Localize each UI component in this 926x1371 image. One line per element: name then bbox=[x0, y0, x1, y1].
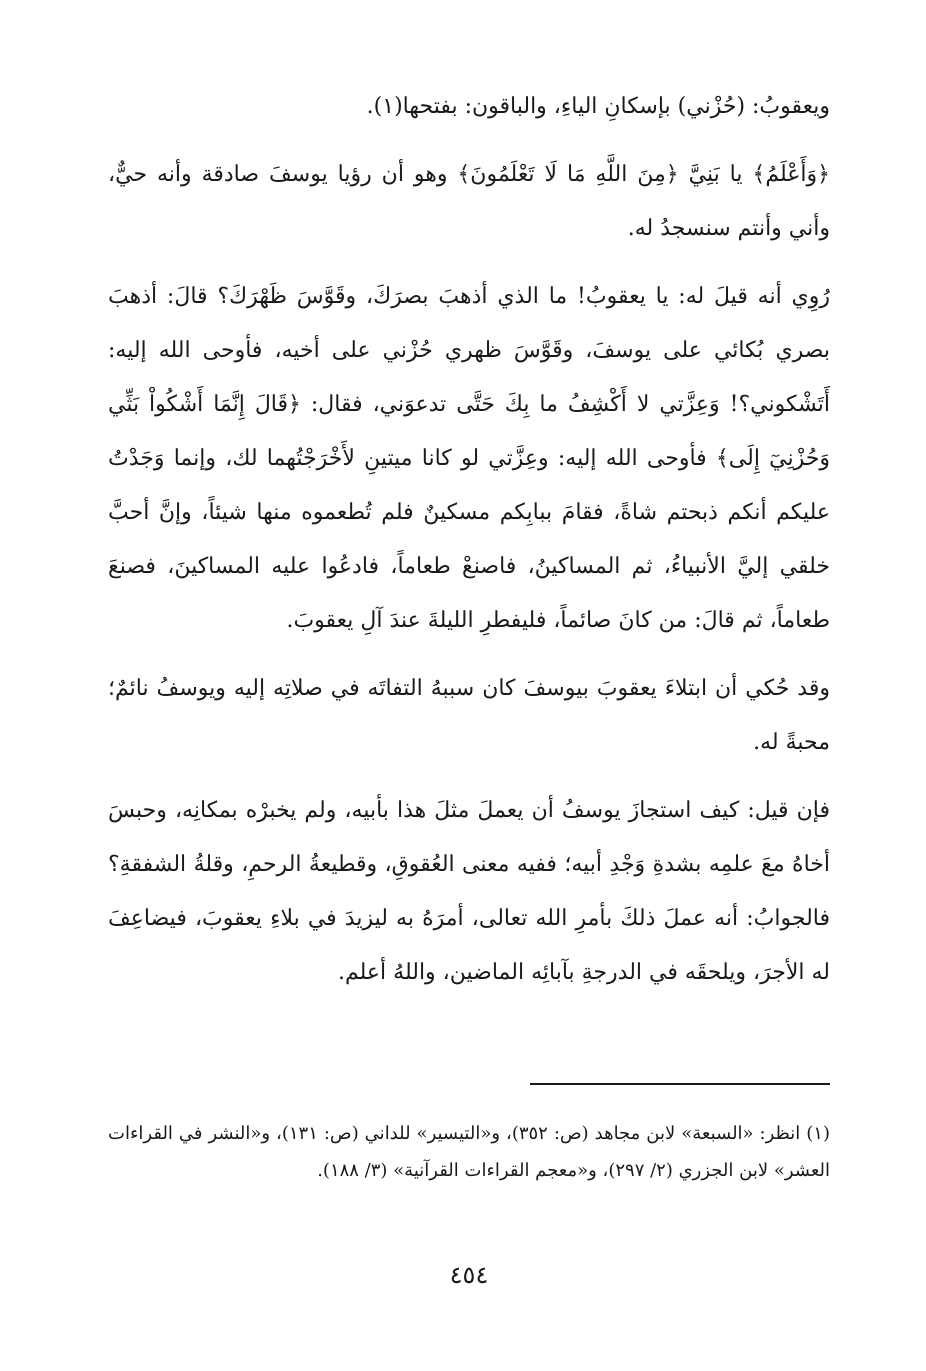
page-number: ٤٥٤ bbox=[449, 1261, 489, 1289]
paragraph-4: وقد حُكي أن ابتلاءَ يعقوبَ بيوسفَ كان سببهُ التفاتَه في صلاتِه إليه ويوسفُ نائمٌ؛ محبةً له. bbox=[108, 676, 830, 755]
paragraph-2: ﴿وَأَعْلَمُ﴾ يا بَنِيَّ ﴿مِنَ اللَّهِ مَا لَا تَعْلَمُونَ﴾ وهو أن رؤيا يوسفَ صادقة وأنه حيٌّ، وأني وأنتم سنسجدُ له. bbox=[108, 162, 830, 241]
footnote: (١) انظر: «السبعة» لابن مجاهد (ص: ٣٥٢)، و«التيسير» للداني (ص: ١٣١)، و«النشر في القراءات العشر» لابن الجزري (٢/ ٢٩٧)، و«معجم القراءات القرآنية» (٣/ ١٨٨). bbox=[108, 1123, 830, 1181]
paragraph-5: فإن قيل: كيف استجازَ يوسفُ أن يعملَ مثلَ هذا بأبيه، ولم يخبرْه بمكانِه، وحبسَ أخاهُ معَ علمِه بشدةِ وَجْدِ أبيه؛ ففيه معنى العُقوقِ، وقطيعةُ الرحمِ، وقلةُ الشفقةِ؟ فالجوابُ: أنه عملَ ذلكَ بأمرِ الله تعالى، أمرَهُ به ليزيدَ في بلاءِ يعقوبَ، فيضاعِفَ له الأجرَ، ويلحقَه في الدرجةِ بآبائِه الماضين، واللهُ أعلم. bbox=[108, 798, 830, 985]
footnote-separator bbox=[530, 1083, 830, 1085]
document-page bbox=[108, 80, 830, 1290]
paragraph-3: رُوِي أنه قيلَ له: يا يعقوبُ! ما الذي أذهبَ بصرَكَ، وقَوَّسَ ظَهْرَكَ؟ قالَ: أذهبَ بصري بُكائي على يوسفَ، وقَوَّسَ ظهري حُزْني على أخيه، فأوحى الله إليه: أَتَشْكوني؟! وَعِزَّتي لا أَكْشِفُ ما بِكَ حَتَّى تدعوَني، فقال: ﴿قَالَ إِنَّمَا أَشْكُواْ بَثِّي وَحُزْنِيٓ إِلَى﴾ فأوحى الله إليه: وعِزَّتي لو كانا ميتينِ لأَخْرَجْتُهما لك، وإنما وَجَدْتُ عليكم أنكم ذبحتم شاةً، فقامَ ببابِكم مسكينٌ فلم تُطعموه منها شيئاً، وإنَّ أحبَّ خلقي إليَّ الأنبياءُ، ثم المساكينُ، فاصنعْ طعاماً، فادعُوا عليه المساكينَ، فصنعَ طعاماً، ثم قالَ: من كانَ صائماً، فليفطرِ الليلةَ عندَ آلِ يعقوبَ. bbox=[108, 284, 830, 633]
paragraph-1: ويعقوبُ: (حُزْني) بإسكانِ الياءِ، والباقون: بفتحها(١). bbox=[366, 94, 830, 119]
